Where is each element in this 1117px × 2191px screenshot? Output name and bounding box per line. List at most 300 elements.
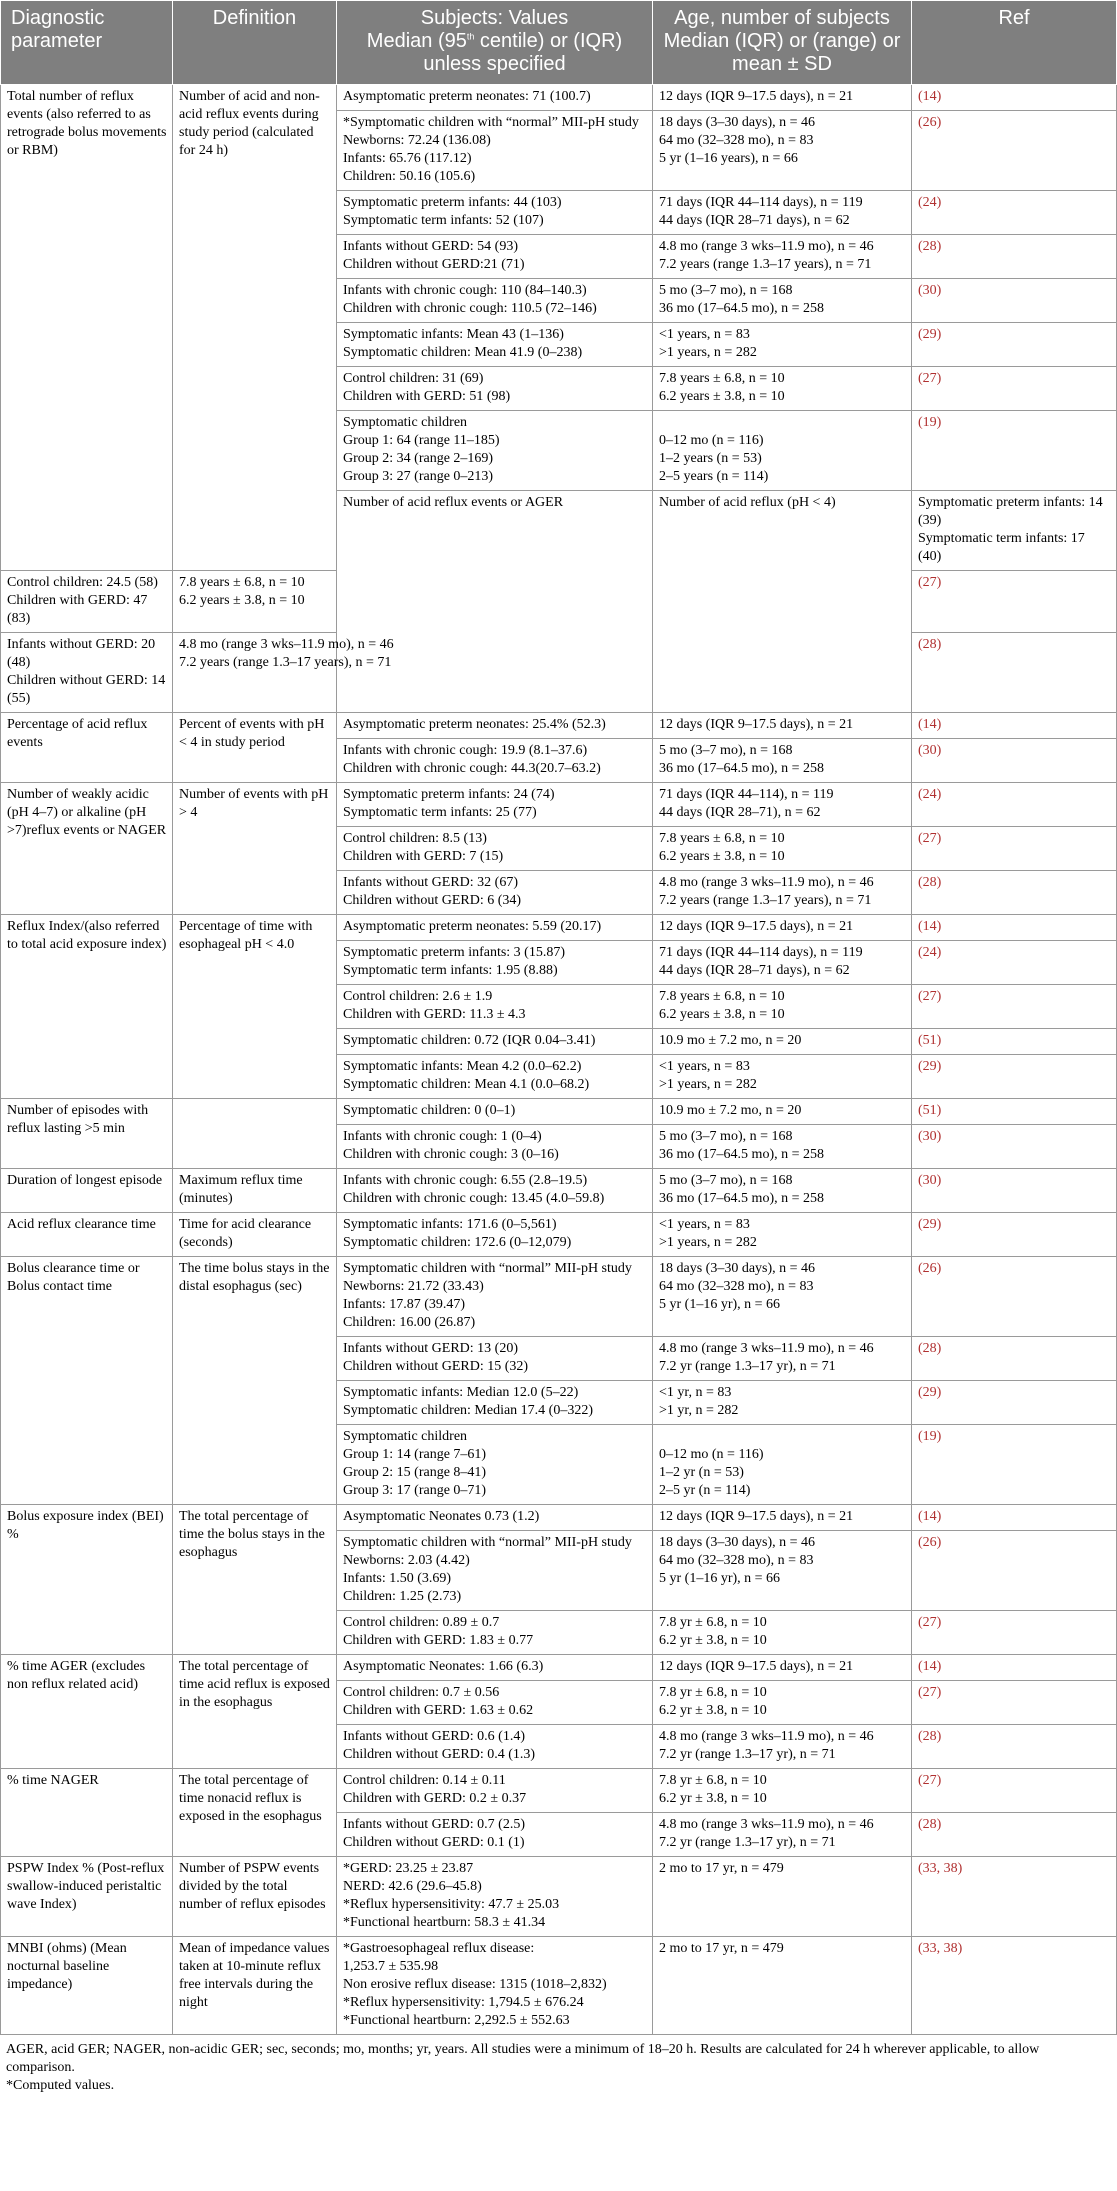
cell-line: Symptomatic term infants: 1.95 (8.88): [343, 963, 558, 978]
table-row: [1, 85, 1117, 111]
diagnostic-parameter-cell: Bolus clearance time or Bolus contact time: [1, 1257, 173, 1505]
subjects-values-cell: [337, 191, 653, 235]
reference-cell: (27): [912, 571, 1117, 633]
cell-line: 6.2 years ± 3.8, n = 10: [659, 849, 785, 864]
reference-cell: (26): [912, 111, 1117, 191]
cell-line: <1 years, n = 83: [659, 1059, 750, 1074]
cell-line: Symptomatic children: Mean 4.1 (0.0–68.2): [343, 1077, 590, 1092]
cell-line: Symptomatic children with “normal” MII-pH study: [343, 1261, 632, 1276]
age-subjects-cell: [653, 111, 912, 191]
subjects-values-cell: [337, 739, 653, 783]
age-subjects-cell: [653, 1055, 912, 1099]
definition-cell: [173, 1099, 337, 1169]
cell-line: Children without GERD:21 (71): [343, 257, 525, 272]
cell-line: 12 days (IQR 9–17.5 days), n = 21: [659, 89, 854, 104]
cell-line: Symptomatic term infants: 25 (77): [343, 805, 537, 820]
definition-cell: Percent of events with pH < 4 in study period: [173, 713, 337, 783]
table-row: [1, 1505, 1117, 1531]
cell-line: Group 3: 27 (range 0–213): [343, 469, 494, 484]
cell-line: 71 days (IQR 44–114), n = 119: [659, 787, 834, 802]
age-subjects-cell: [653, 1725, 912, 1769]
cell-line: Children with GERD: 0.2 ± 0.37: [343, 1791, 527, 1806]
reference-cell: (14): [912, 915, 1117, 941]
cell-line: 7.8 years ± 6.8, n = 10: [659, 371, 785, 386]
subjects-values-cell: [337, 1425, 653, 1505]
age-subjects-cell: [653, 1257, 912, 1337]
age-subjects-cell: [653, 871, 912, 915]
cell-line: Infants without GERD: 20 (48): [7, 637, 156, 670]
cell-line: Children without GERD: 14 (55): [7, 673, 166, 706]
subjects-values-cell: [337, 1769, 653, 1813]
reference-cell: (27): [912, 1611, 1117, 1655]
cell-line: *Reflux hypersensitivity: 1,794.5 ± 676.24: [343, 1995, 584, 2010]
reference-cell: (29): [912, 323, 1117, 367]
table-header-row: [1, 1, 1117, 85]
cell-line: Asymptomatic Neonates 0.73 (1.2): [343, 1509, 540, 1524]
cell-line: 6.2 yr ± 3.8, n = 10: [659, 1633, 767, 1648]
cell-line: 5 mo (3–7 mo), n = 168: [659, 743, 793, 758]
age-subjects-cell: [173, 571, 337, 633]
cell-line: Infants with chronic cough: 19.9 (8.1–37.6): [343, 743, 588, 758]
age-subjects-cell: [653, 1769, 912, 1813]
cell-line: Group 2: 34 (range 2–169): [343, 451, 494, 466]
cell-line: Children with GERD: 7 (15): [343, 849, 504, 864]
age-subjects-cell: [653, 1531, 912, 1611]
table-row: [1, 1099, 1117, 1125]
subjects-values-cell: [337, 1169, 653, 1213]
cell-line: <1 years, n = 83: [659, 1217, 750, 1232]
cell-line: 7.2 years (range 1.3–17 years), n = 71: [659, 257, 872, 272]
cell-line: Symptomatic preterm infants: 24 (74): [343, 787, 555, 802]
age-subjects-cell: [653, 1857, 912, 1937]
reference-cell: (24): [912, 783, 1117, 827]
diagnostic-parameter-cell: % time AGER (excludes non reflux related acid): [1, 1655, 173, 1769]
cell-line: Control children: 24.5 (58): [7, 575, 158, 590]
cell-line: Infants: 1.50 (3.69): [343, 1571, 452, 1586]
cell-line: 64 mo (32–328 mo), n = 83: [659, 1279, 814, 1294]
table-body: [1, 85, 1117, 2035]
definition-cell: Number of acid and non-acid reflux events during study period (calculated for 24 h): [173, 85, 337, 571]
cell-line: Newborns: 2.03 (4.42): [343, 1553, 470, 1568]
cell-line: Symptomatic children: [343, 1429, 468, 1444]
definition-cell: Maximum reflux time (minutes): [173, 1169, 337, 1213]
cell-line: Symptomatic children: [343, 415, 468, 430]
cell-line: Symptomatic children: 0 (0–1): [343, 1103, 516, 1118]
cell-line: Group 3: 17 (range 0–71): [343, 1483, 487, 1498]
table-row: [1, 1655, 1117, 1681]
age-subjects-cell: [653, 323, 912, 367]
cell-line: 10.9 mo ± 7.2 mo, n = 20: [659, 1103, 802, 1118]
definition-cell: Number of PSPW events divided by the total number of reflux episodes: [173, 1857, 337, 1937]
cell-line: Asymptomatic Neonates: 1.66 (6.3): [343, 1659, 544, 1674]
cell-line: 5 yr (1–16 years), n = 66: [659, 151, 798, 166]
cell-line: *Reflux hypersensitivity: 47.7 ± 25.03: [343, 1897, 560, 1912]
subjects-values-cell: [337, 1681, 653, 1725]
cell-line: 18 days (3–30 days), n = 46: [659, 115, 816, 130]
cell-line: 1–2 years (n = 53): [659, 451, 762, 466]
diagnostic-parameter-cell: Number of episodes with reflux lasting >5 min: [1, 1099, 173, 1169]
cell-line: Symptomatic preterm infants: 14 (39): [918, 495, 1103, 528]
reference-cell: (19): [912, 1425, 1117, 1505]
subjects-values-cell: [337, 1505, 653, 1531]
cell-line: 71 days (IQR 44–114 days), n = 119: [659, 945, 863, 960]
diagnostic-parameter-cell: Reflux Index/(also referred to total acid exposure index): [1, 915, 173, 1099]
cell-line: Symptomatic children: 0.72 (IQR 0.04–3.41): [343, 1033, 596, 1048]
age-subjects-cell: [653, 1099, 912, 1125]
cell-line: Children with GERD: 11.3 ± 4.3: [343, 1007, 526, 1022]
cell-line: 64 mo (32–328 mo), n = 83: [659, 1553, 814, 1568]
cell-line: Children with chronic cough: 13.45 (4.0–59.8): [343, 1191, 605, 1206]
reference-cell: (30): [912, 279, 1117, 323]
cell-line: Asymptomatic preterm neonates: 25.4% (52.3): [343, 717, 606, 732]
age-subjects-cell: [653, 1681, 912, 1725]
subjects-values-cell: [337, 1125, 653, 1169]
subjects-values-cell: [912, 491, 1117, 571]
diagnostic-parameter-cell: MNBI (ohms) (Mean nocturnal baseline impedance): [1, 1937, 173, 2035]
age-subjects-cell: [653, 1337, 912, 1381]
cell-line: Infants without GERD: 32 (67): [343, 875, 518, 890]
definition-cell: The time bolus stays in the distal esophagus (sec): [173, 1257, 337, 1505]
age-subjects-cell: [173, 633, 394, 713]
cell-line: Control children: 31 (69): [343, 371, 484, 386]
age-subjects-cell: [653, 739, 912, 783]
subjects-values-cell: [337, 1029, 653, 1055]
cell-line: [659, 414, 906, 432]
cell-line: 6.2 years ± 3.8, n = 10: [179, 593, 305, 608]
table-row: [1, 783, 1117, 827]
age-subjects-cell: [653, 1125, 912, 1169]
reference-cell: (27): [912, 1769, 1117, 1813]
subjects-values-cell: [337, 985, 653, 1029]
subjects-values-cell: [337, 1213, 653, 1257]
cell-line: 5 mo (3–7 mo), n = 168: [659, 283, 793, 298]
age-subjects-cell: [653, 1381, 912, 1425]
cell-line: 2 mo to 17 yr, n = 479: [659, 1861, 784, 1876]
cell-line: 7.8 yr ± 6.8, n = 10: [659, 1615, 767, 1630]
cell-line: Symptomatic term infants: 17 (40): [918, 531, 1085, 564]
reference-cell: (14): [912, 85, 1117, 111]
cell-line: 12 days (IQR 9–17.5 days), n = 21: [659, 1509, 854, 1524]
footnote-abbreviations: AGER, acid GER; NAGER, non-acidic GER; sec, seconds; mo, months; yr, years. All studies were a minimum of 18–20 h. Results are calculated for 24 h wherever applicable, to allow comparison.: [6, 2042, 1040, 2075]
subjects-values-cell: [337, 871, 653, 915]
cell-line: 6.2 yr ± 3.8, n = 10: [659, 1791, 767, 1806]
cell-line: Symptomatic children: 172.6 (0–12,079): [343, 1235, 572, 1250]
header-age: Age, number of subjects Median (IQR) or (range) or mean ± SD: [653, 1, 912, 85]
diagnostic-parameter-cell: Number of weakly acidic (pH 4–7) or alkaline (pH >7)reflux events or NAGER: [1, 783, 173, 915]
reference-cell: (29): [912, 1213, 1117, 1257]
reference-cell: (26): [912, 1531, 1117, 1611]
age-subjects-cell: [653, 1169, 912, 1213]
age-subjects-cell: [653, 1029, 912, 1055]
cell-line: Infants without GERD: 0.7 (2.5): [343, 1817, 525, 1832]
age-subjects-cell: [653, 783, 912, 827]
subjects-values-cell: [337, 1055, 653, 1099]
age-subjects-cell: [653, 191, 912, 235]
cell-line: Non erosive reflux disease: 1315 (1018–2,832): [343, 1977, 607, 1992]
cell-line: Control children: 0.7 ± 0.56: [343, 1685, 500, 1700]
cell-line: *Symptomatic children with “normal” MII-pH study: [343, 115, 639, 130]
age-subjects-cell: [653, 279, 912, 323]
diagnostic-parameter-cell: Acid reflux clearance time: [1, 1213, 173, 1257]
cell-line: 2 mo to 17 yr, n = 479: [659, 1941, 784, 1956]
reference-cell: (26): [912, 1257, 1117, 1337]
header-subjects-line2: Median (95th centile) or (IQR): [366, 30, 623, 52]
cell-line: Newborns: 72.24 (136.08): [343, 133, 491, 148]
reference-cell: (28): [912, 1813, 1117, 1857]
header-subjects: Subjects: Values Median (95th centile) or (IQR) unless specified: [337, 1, 653, 85]
subjects-values-cell: [337, 1725, 653, 1769]
reference-cell: (28): [912, 1337, 1117, 1381]
table-row: [1, 1857, 1117, 1937]
cell-line: Asymptomatic preterm neonates: 71 (100.7): [343, 89, 591, 104]
cell-line: 7.2 years (range 1.3–17 years), n = 71: [179, 655, 392, 670]
cell-line: >1 years, n = 282: [659, 345, 757, 360]
diagnostic-parameter-cell: Duration of longest episode: [1, 1169, 173, 1213]
cell-line: 12 days (IQR 9–17.5 days), n = 21: [659, 919, 854, 934]
subjects-values-cell: [337, 411, 653, 491]
reference-cell: (30): [912, 739, 1117, 783]
cell-line: Symptomatic preterm infants: 44 (103): [343, 195, 562, 210]
definition-cell: Percentage of time with esophageal pH < 4.0: [173, 915, 337, 1099]
cell-line: Infants with chronic cough: 6.55 (2.8–19.5): [343, 1173, 588, 1188]
subjects-values-cell: [1, 571, 173, 633]
subjects-values-cell: [337, 1655, 653, 1681]
cell-line: 4.8 mo (range 3 wks–11.9 mo), n = 46: [659, 1341, 874, 1356]
cell-line: 4.8 mo (range 3 wks–11.9 mo), n = 46: [659, 875, 874, 890]
age-subjects-cell: [653, 1813, 912, 1857]
subjects-values-cell: [337, 1813, 653, 1857]
cell-line: *Functional heartburn: 2,292.5 ± 552.63: [343, 2013, 570, 2028]
cell-line: 5 mo (3–7 mo), n = 168: [659, 1129, 793, 1144]
diagnostic-parameter-cell: Number of acid reflux events or AGER: [337, 491, 653, 713]
cell-line: Children without GERD: 6 (34): [343, 893, 522, 908]
table-row: [1, 915, 1117, 941]
header-definition: Definition: [173, 1, 337, 85]
cell-line: Children with GERD: 47 (83): [7, 593, 148, 626]
subjects-values-cell: [337, 279, 653, 323]
cell-line: Symptomatic infants: Median 12.0 (5–22): [343, 1385, 579, 1400]
age-subjects-cell: [653, 1425, 912, 1505]
age-subjects-cell: [653, 411, 912, 491]
header-ref: Ref: [912, 1, 1117, 85]
definition-cell: Mean of impedance values taken at 10-minute reflux free intervals during the night: [173, 1937, 337, 2035]
definition-cell: The total percentage of time nonacid reflux is exposed in the esophagus: [173, 1769, 337, 1857]
reference-cell: (14): [912, 713, 1117, 739]
cell-line: 12 days (IQR 9–17.5 days), n = 21: [659, 717, 854, 732]
cell-line: Infants without GERD: 0.6 (1.4): [343, 1729, 525, 1744]
cell-line: Infants with chronic cough: 1 (0–4): [343, 1129, 542, 1144]
cell-line: 7.8 yr ± 6.8, n = 10: [659, 1773, 767, 1788]
subjects-values-cell: [1, 633, 173, 713]
cell-line: Symptomatic children: Mean 41.9 (0–238): [343, 345, 583, 360]
cell-line: Infants without GERD: 13 (20): [343, 1341, 518, 1356]
cell-line: 4.8 mo (range 3 wks–11.9 mo), n = 46: [659, 1729, 874, 1744]
subjects-values-cell: [337, 713, 653, 739]
cell-line: 5 mo (3–7 mo), n = 168: [659, 1173, 793, 1188]
cell-line: 5 yr (1–16 yr), n = 66: [659, 1571, 781, 1586]
age-subjects-cell: [653, 85, 912, 111]
cell-line: 7.2 yr (range 1.3–17 yr), n = 71: [659, 1359, 836, 1374]
cell-line: 18 days (3–30 days), n = 46: [659, 1535, 816, 1550]
cell-line: Symptomatic infants: Mean 43 (1–136): [343, 327, 564, 342]
cell-line: Control children: 2.6 ± 1.9: [343, 989, 493, 1004]
reference-cell: (14): [912, 1655, 1117, 1681]
cell-line: NERD: 42.6 (29.6–45.8): [343, 1879, 482, 1894]
subjects-values-cell: [337, 783, 653, 827]
cell-line: Infants: 17.87 (39.47): [343, 1297, 466, 1312]
cell-line: 0–12 mo (n = 116): [659, 1447, 764, 1462]
age-subjects-cell: [653, 985, 912, 1029]
diagnostic-parameter-cell: Bolus exposure index (BEI) %: [1, 1505, 173, 1655]
cell-line: 36 mo (17–64.5 mo), n = 258: [659, 761, 824, 776]
cell-line: 44 days (IQR 28–71 days), n = 62: [659, 963, 850, 978]
cell-line: 7.8 years ± 6.8, n = 10: [179, 575, 305, 590]
age-subjects-cell: [653, 367, 912, 411]
subjects-values-cell: [337, 235, 653, 279]
cell-line: Children without GERD: 0.1 (1): [343, 1835, 525, 1850]
reference-cell: (29): [912, 1055, 1117, 1099]
cell-line: 5 yr (1–16 yr), n = 66: [659, 1297, 781, 1312]
reference-cell: (51): [912, 1029, 1117, 1055]
cell-line: <1 yr, n = 83: [659, 1385, 732, 1400]
reference-cell: (28): [912, 633, 1117, 713]
table-row: [1, 713, 1117, 739]
cell-line: Newborns: 21.72 (33.43): [343, 1279, 484, 1294]
table-row: [1, 1937, 1117, 2035]
cell-line: >1 years, n = 282: [659, 1077, 757, 1092]
cell-line: Infants without GERD: 54 (93): [343, 239, 518, 254]
cell-line: 4.8 mo (range 3 wks–11.9 mo), n = 46: [179, 637, 394, 652]
age-subjects-cell: [653, 915, 912, 941]
cell-line: 7.8 yr ± 6.8, n = 10: [659, 1685, 767, 1700]
cell-line: Group 1: 14 (range 7–61): [343, 1447, 487, 1462]
cell-line: Children: 50.16 (105.6): [343, 169, 476, 184]
table-footnotes: [0, 2035, 1116, 2095]
cell-line: Control children: 8.5 (13): [343, 831, 487, 846]
age-subjects-cell: [653, 1611, 912, 1655]
reference-cell: (28): [912, 871, 1117, 915]
cell-line: Children without GERD: 15 (32): [343, 1359, 529, 1374]
subjects-values-cell: [337, 85, 653, 111]
diagnostic-parameter-cell: Percentage of acid reflux events: [1, 713, 173, 783]
reference-cell: (24): [912, 941, 1117, 985]
reference-cell: (19): [912, 411, 1117, 491]
cell-line: 6.2 yr ± 3.8, n = 10: [659, 1703, 767, 1718]
cell-line: Symptomatic infants: Mean 4.2 (0.0–62.2): [343, 1059, 582, 1074]
cell-line: 36 mo (17–64.5 mo), n = 258: [659, 1191, 824, 1206]
subjects-values-cell: [337, 323, 653, 367]
cell-line: 36 mo (17–64.5 mo), n = 258: [659, 1147, 824, 1162]
reference-cell: (27): [912, 827, 1117, 871]
reference-cell: (14): [912, 1505, 1117, 1531]
cell-line: 64 mo (32–328 mo), n = 83: [659, 133, 814, 148]
cell-line: 18 days (3–30 days), n = 46: [659, 1261, 816, 1276]
header-diagnostic-parameter: Diagnostic parameter: [1, 1, 173, 85]
definition-cell: Number of events with pH > 4: [173, 783, 337, 915]
age-subjects-cell: [653, 827, 912, 871]
age-subjects-cell: [653, 941, 912, 985]
subjects-values-cell: [337, 1257, 653, 1337]
subjects-values-cell: [337, 1857, 653, 1937]
subjects-values-cell: [337, 915, 653, 941]
cell-line: Asymptomatic preterm neonates: 5.59 (20.17): [343, 919, 602, 934]
cell-line: 6.2 years ± 3.8, n = 10: [659, 1007, 785, 1022]
reference-cell: (51): [912, 1099, 1117, 1125]
cell-line: Infants: 65.76 (117.12): [343, 151, 472, 166]
cell-line: Children with chronic cough: 3 (0–16): [343, 1147, 559, 1162]
cell-line: 12 days (IQR 9–17.5 days), n = 21: [659, 1659, 854, 1674]
subjects-values-cell: [337, 1099, 653, 1125]
cell-line: 7.8 years ± 6.8, n = 10: [659, 831, 785, 846]
cell-line: 0–12 mo (n = 116): [659, 433, 764, 448]
reference-cell: (24): [912, 191, 1117, 235]
cell-line: *Gastroesophageal reflux disease:: [343, 1941, 535, 1956]
cell-line: Children with GERD: 51 (98): [343, 389, 511, 404]
subjects-values-cell: [337, 1381, 653, 1425]
cell-line: <1 years, n = 83: [659, 327, 750, 342]
cell-line: 1,253.7 ± 535.98: [343, 1959, 439, 1974]
cell-line: Symptomatic children: Median 17.4 (0–322): [343, 1403, 594, 1418]
cell-line: 1–2 yr (n = 53): [659, 1465, 744, 1480]
cell-line: Children with chronic cough: 44.3(20.7–63.2): [343, 761, 601, 776]
reference-cell: (28): [912, 1725, 1117, 1769]
subjects-values-cell: [337, 367, 653, 411]
cell-line: 4.8 mo (range 3 wks–11.9 mo), n = 46: [659, 239, 874, 254]
age-subjects-cell: [653, 1937, 912, 2035]
reference-cell: (27): [912, 1681, 1117, 1725]
reference-cell: (33, 38): [912, 1937, 1117, 2035]
cell-line: Children without GERD: 0.4 (1.3): [343, 1747, 536, 1762]
subjects-values-cell: [337, 111, 653, 191]
cell-line: 4.8 mo (range 3 wks–11.9 mo), n = 46: [659, 1817, 874, 1832]
table-row: [1, 1213, 1117, 1257]
table-row: [1, 1769, 1117, 1813]
cell-line: 6.2 years ± 3.8, n = 10: [659, 389, 785, 404]
cell-line: 44 days (IQR 28–71), n = 62: [659, 805, 821, 820]
subjects-values-cell: [337, 1337, 653, 1381]
cell-line: Symptomatic preterm infants: 3 (15.87): [343, 945, 566, 960]
cell-line: Children with chronic cough: 110.5 (72–146): [343, 301, 597, 316]
footnote-computed: *Computed values.: [6, 2078, 115, 2093]
definition-cell: The total percentage of time the bolus stays in the esophagus: [173, 1505, 337, 1655]
reference-cell: (27): [912, 985, 1117, 1029]
reference-cell: (28): [912, 235, 1117, 279]
cell-line: Children: 16.00 (26.87): [343, 1315, 476, 1330]
cell-line: >1 years, n = 282: [659, 1235, 757, 1250]
diagnostic-parameter-cell: % time NAGER: [1, 1769, 173, 1857]
age-subjects-cell: [653, 235, 912, 279]
cell-line: Children with GERD: 1.63 ± 0.62: [343, 1703, 534, 1718]
cell-line: 44 days (IQR 28–71 days), n = 62: [659, 213, 850, 228]
cell-line: Control children: 0.14 ± 0.11: [343, 1773, 506, 1788]
cell-line: 36 mo (17–64.5 mo), n = 258: [659, 301, 824, 316]
cell-line: Children with GERD: 1.83 ± 0.77: [343, 1633, 534, 1648]
subjects-values-cell: [337, 1937, 653, 2035]
reference-cell: (30): [912, 1125, 1117, 1169]
table-row: [1, 1257, 1117, 1337]
cell-line: Symptomatic children with “normal” MII-pH study: [343, 1535, 632, 1550]
reference-cell: (30): [912, 1169, 1117, 1213]
cell-line: 10.9 mo ± 7.2 mo, n = 20: [659, 1033, 802, 1048]
cell-line: >1 yr, n = 282: [659, 1403, 739, 1418]
reference-cell: (29): [912, 1381, 1117, 1425]
cell-line: 2–5 yr (n = 114): [659, 1483, 751, 1498]
reference-cell: (27): [912, 367, 1117, 411]
cell-line: Symptomatic infants: 171.6 (0–5,561): [343, 1217, 557, 1232]
cell-line: Symptomatic term infants: 52 (107): [343, 213, 544, 228]
definition-cell: The total percentage of time acid reflux is exposed in the esophagus: [173, 1655, 337, 1769]
cell-line: 7.2 yr (range 1.3–17 yr), n = 71: [659, 1835, 836, 1850]
